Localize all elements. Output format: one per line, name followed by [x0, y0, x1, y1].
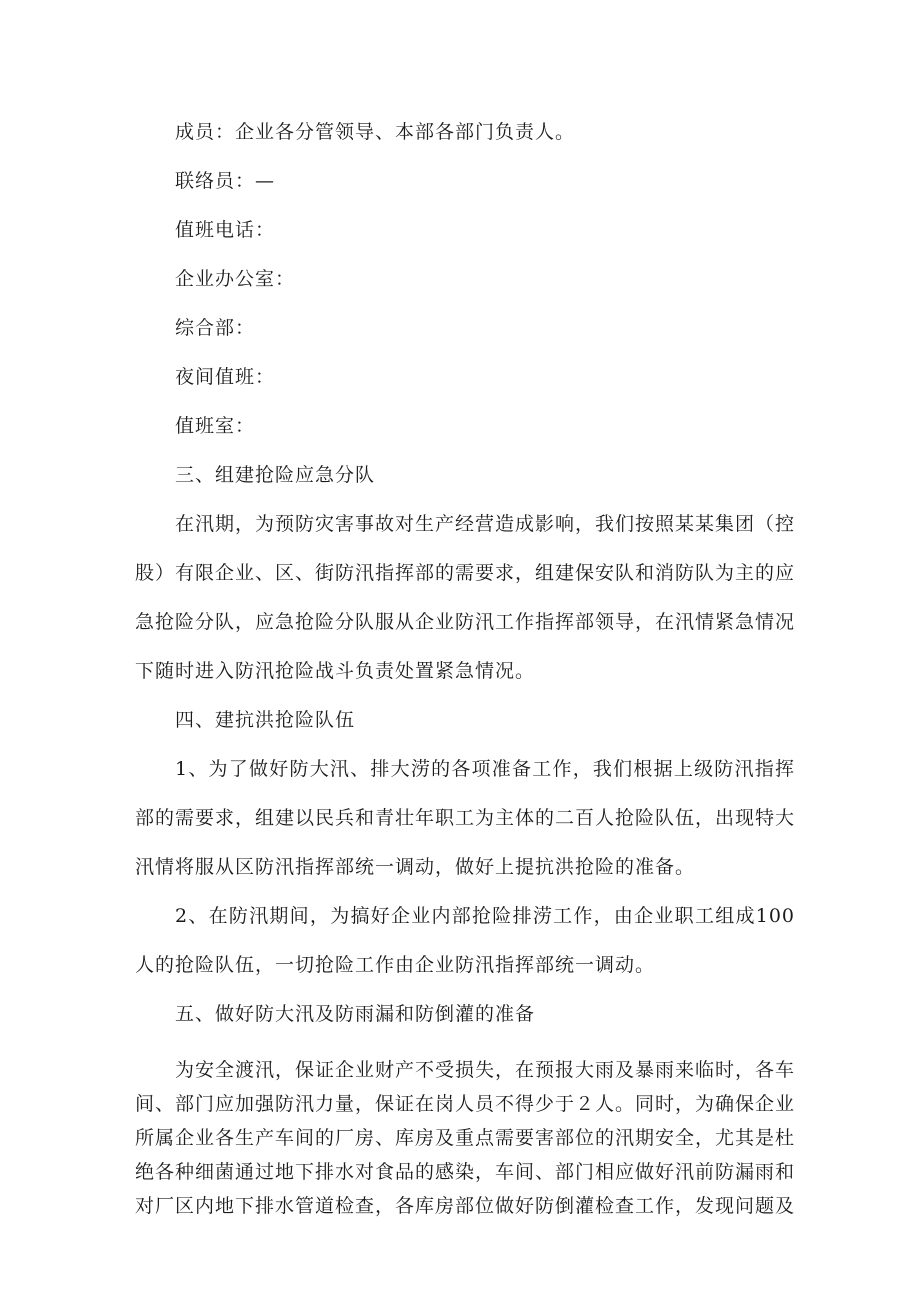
section-5-heading: 五、做好防大汛及防雨漏和防倒灌的准备: [175, 1003, 536, 1025]
office-line: 企业办公室：: [175, 268, 296, 290]
section-5-body: 为安全渡汛，保证企业财产不受损失，在预报大雨及暴雨来临时，各车间、部门应加强防汛力量，保证在岗人员不得少于２人。同时，为确保企业所属企业各生产车间的厂房、库房及重点需要害部位的汛期安全，尤其是杜绝各种细菌通过地下排水对食品的感染，车间、部门相应做好汛前防漏雨和对厂区内地下排水管道检查，各库房部位做好防倒灌检查工作，发现问题及: [135, 1059, 796, 1217]
section-4-item-2: 2、在防汛期间，为搞好企业内部抢险排涝工作，由企业职工组成100人的抢险队伍，一切抢险工作由企业防汛指挥部统一调动。: [135, 905, 795, 976]
section-3-body: 在汛期，为预防灾害事故对生产经营造成影响，我们按照某某集团（控股）有限企业、区、街防汛指挥部的需要求，组建保安队和消防队为主的应急抢险分队，应急抢险分队服从企业防汛工作指挥部领导，在汛情紧急情况下随时进入防汛抢险战斗负责处置紧急情况。: [135, 513, 796, 682]
duty-room-line: 值班室：: [175, 415, 256, 437]
document-body: [135, 108, 795, 1223]
section-3-heading: 三、组建抢险应急分队: [175, 464, 376, 486]
section-4-heading: 四、建抗洪抢险队伍: [175, 709, 356, 731]
members-line: 成员：企业各分管领导、本部各部门负责人。: [175, 121, 576, 143]
liaison-line: 联络员：—: [175, 170, 276, 192]
general-dept-line: 综合部：: [175, 317, 256, 339]
duty-phone-line: 值班电话：: [175, 219, 276, 241]
night-duty-line: 夜间值班：: [175, 366, 276, 388]
section-4-item-1: 1、为了做好防大汛、排大涝的各项准备工作，我们根据上级防汛指挥部的需要求，组建以民兵和青壮年职工为主体的二百人抢险队伍，出现特大汛情将服从区防汛指挥部统一调动，做好上提抗洪抢险的准备。: [135, 758, 796, 878]
